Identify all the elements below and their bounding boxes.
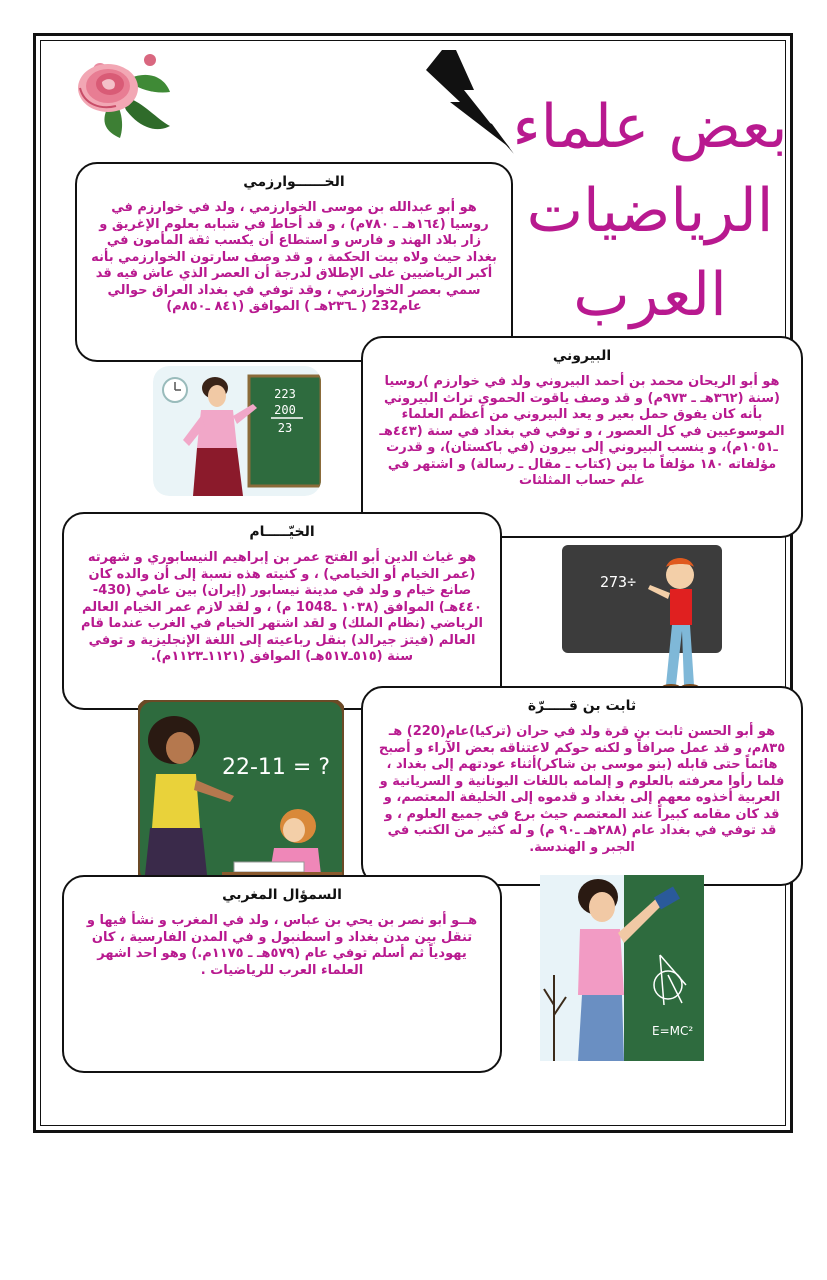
scholar-name: الخيّـــــام xyxy=(249,524,315,540)
scholar-name: الخــــــوارزمي xyxy=(243,174,345,190)
scholar-card-thabit xyxy=(361,686,803,886)
board4-formula: E=MC² xyxy=(652,1024,694,1038)
scholar-name: البيروني xyxy=(552,348,612,364)
scholar-bio: هــو أبو نصر بن يحي بن عباس ، ولد في المغرب و نشأ فيها و تنقل بين مدن بغداد و اسطنبول و في المدن الفارسية ، كان يهودياً ثم أسلم توفي عام (٥٧٩هـ ـ ١١٧٥م.) وهو احد اشهر العلماء العرب للرياضيات . xyxy=(86,913,478,978)
board1-line1: 223 xyxy=(274,387,296,401)
board2-expr: 273÷ xyxy=(600,573,637,591)
scholar-bio: هو أبو الحسن ثابت بن قرة ولد في حران (تركيا)عام(220) هـ ٨٣٥م، و قد عمل صرافاً و لكنه حوكم لاعتناقه بعض الآراء و أصبح هائماً حتى قابله (بنو موسى بن شاكر)أثناء عودتهم إلى بغداد ، فلما رأوا معرفته بالعلوم و إلمامه باللغات اليونانية و السريانية و العربية أخذوه معهم إلى بغداد و قدموه إلى الخليفة المعتصم، و قد كان مقامه كبيراً عند المعتصم حيث برع في جميع العلوم ، و قد توفي في بغداد عام (٢٨٨هـ ـ٩٠ م) و له كثير من الكتب في الجبر و الهندسة. xyxy=(378,724,786,855)
page-title xyxy=(500,85,800,337)
board1-line3: 23 xyxy=(277,421,293,435)
scholar-name: ثابت بن قـــــرّة xyxy=(527,698,637,714)
teacher-student-image xyxy=(138,700,344,884)
scholar-bio: هو أبو عبدالله بن موسى الخوارزمي ، ولد في خوارزم في روسيا (١٦٤هـ ـ ٧٨٠م) ، و قد أحاط في شبابه بعلوم الإغريق و زار بلاد الهند و فارس و استطاع أن يكسب ثقة المأمون في بغداد حيث ولاه بيت الحكمة ، و قد وصف سارتون الخوارزمي بأنه أكبر الرياضيين على الإطلاق لدرجة أن العصر الذي عاش فيه قد سمي بعصر الخوارزمي ، وقد توفي في بغداد العراق حوالي عام232 ( ـ٢٣٦هـ ) الموافق (٨٤١ ـ٨٥٠م) xyxy=(91,200,497,314)
title-line-3: العرب xyxy=(573,260,727,330)
scholar-card-samawal xyxy=(62,875,502,1073)
scholar-bio: هو غياث الدين أبو الفتح عمر بن إبراهيم النيسابوري و شهرته (عمر الخيام أو الخيامي) ، و كنيته هذه نسبة إلى أن والده كان صانع خيام و ولد في مدينة نيسابور (إيران) بين عامي (430- ٤٤٠هـ) الموافق (١٠٣٨ ـ1048 م) ، و لقد لازم عمر الخيام العالم الرياضي (نظام الملك) و لقد اشتهر الخيام في الغرب عندما قام العالم (فيتز جيرالد) بنقل رباعيته إلى اللغة الإنجليزية و توفي سنة (٥١٥ـ٥١٧هـ) الموافق (١١٢١ـ١١٢٣م). xyxy=(81,550,483,664)
boy-chalkboard-image xyxy=(562,545,728,691)
scholar-bio: هو أبو الريحان محمد بن أحمد البيروني ولد في خوارزم )روسيا (سنة (٣٦٢هـ ـ ٩٧٣م) و قد وصف ياقوت الحموي تراث البيروني بأنه كان يفوق حمل بعير و يعد البيروني من أعظم العلماء الموسوعيين في كل العصور ، و توفي في بغداد في سنة (٤٤٣هـ ـ١٠٥١م)، و ينسب البيروني إلى بيرون (في باكستان)، و قدرت مؤلفاته ١٨٠ مؤلفاً ما بين (كتاب ـ مقال ـ رسالة) و اشتهر في علم حساب المثلثات xyxy=(379,374,785,488)
scholar-name: السمؤال المغربي xyxy=(222,887,342,903)
scholar-card-biruni xyxy=(361,336,803,538)
teacher-chalkboard-image-1 xyxy=(153,366,321,496)
scholar-card-khayyam xyxy=(62,512,502,710)
teacher-physics-image xyxy=(540,875,704,1061)
rose-image xyxy=(60,48,175,140)
board3-expr: 22-11 = ? xyxy=(222,755,331,780)
title-line-1: بعض علماء xyxy=(512,92,788,162)
title-line-2: الرياضيات xyxy=(526,176,774,246)
board1-line2: 200 xyxy=(274,403,296,417)
scholar-card-khwarizmi xyxy=(75,162,513,362)
